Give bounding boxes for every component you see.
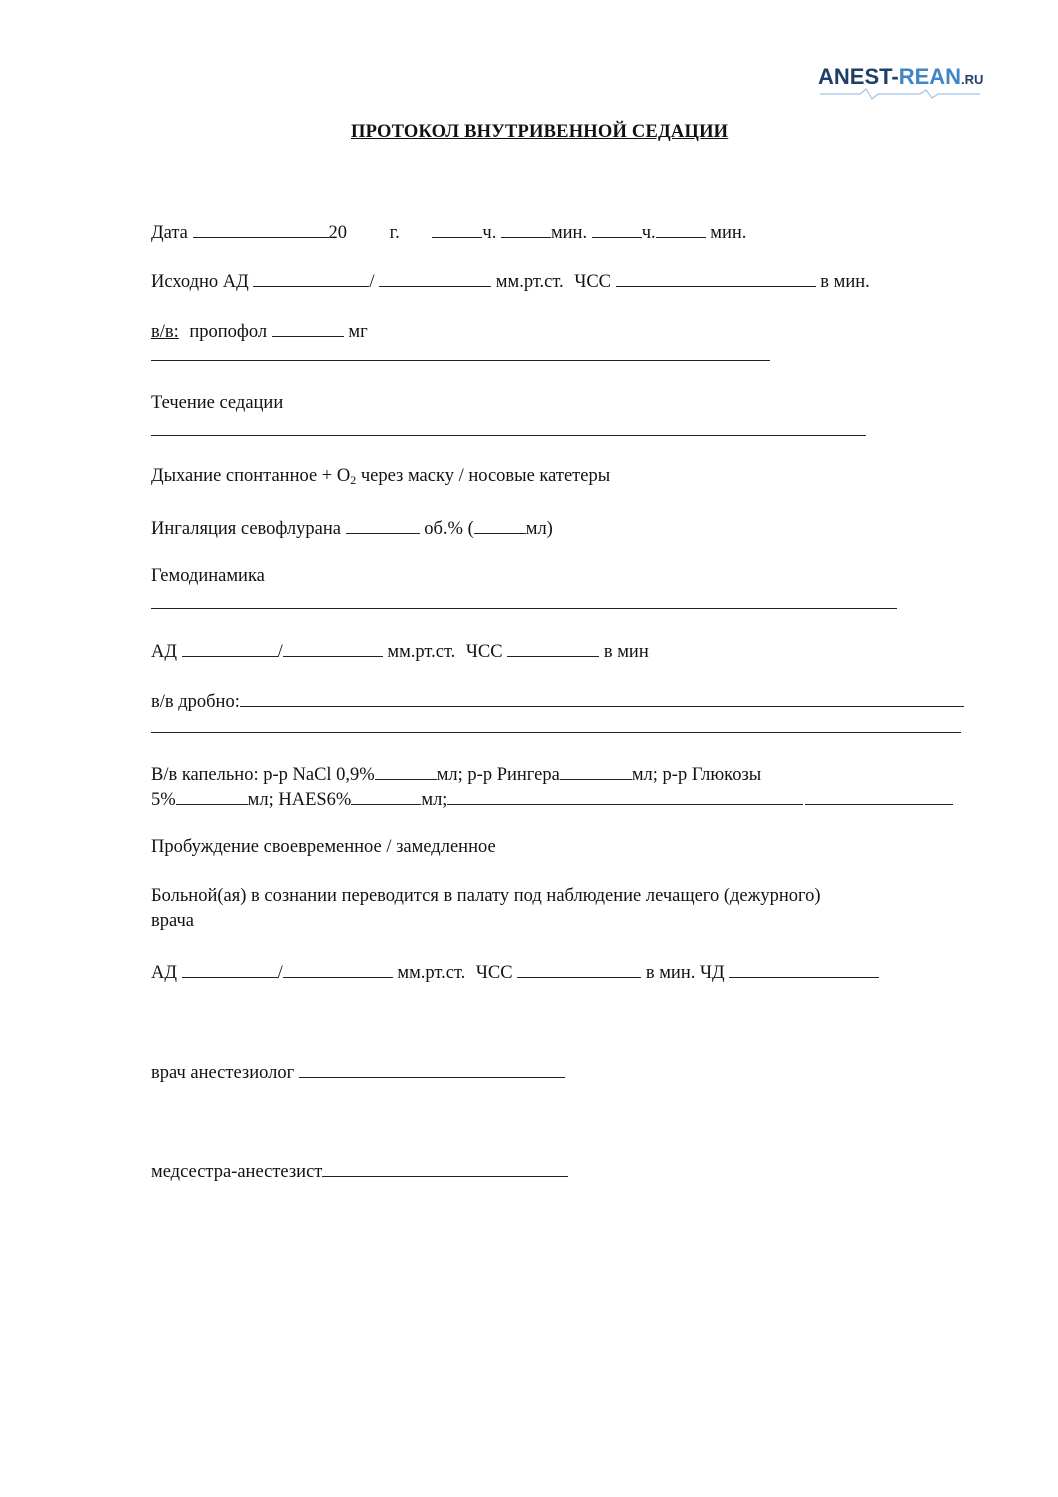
logo-part-ru: .RU	[961, 72, 984, 87]
logo-pulse-line-icon	[820, 88, 980, 100]
bp-row-3	[151, 961, 879, 984]
fractional-row	[151, 690, 964, 713]
breathing-row	[151, 466, 610, 488]
bp-label-2: АД	[151, 642, 177, 662]
start-minute-field[interactable]	[501, 221, 551, 238]
bp-units-2: мм.рт.ст.	[387, 642, 456, 662]
nurse-row	[151, 1160, 568, 1183]
sedation-course-line[interactable]	[151, 435, 866, 436]
breathing-text: Дыхание спонтанное + О	[151, 466, 351, 486]
hr-label: ЧСС	[574, 272, 612, 292]
iv-row	[151, 320, 368, 343]
fractional-field[interactable]	[240, 690, 964, 707]
drip-other-field-2[interactable]	[805, 788, 953, 805]
hr-field-3[interactable]	[517, 961, 641, 978]
hr-units-2: в мин	[603, 642, 649, 662]
minute-label-2: мин.	[710, 223, 747, 243]
ringer-volume-field[interactable]	[560, 763, 632, 780]
awakening-label: Пробуждение своевременное / замедленное	[151, 837, 496, 857]
page-title: ПРОТОКОЛ ВНУТРИВЕННОЙ СЕДАЦИИ	[351, 122, 729, 142]
anesthesiologist-label: врач анестезиолог	[151, 1063, 295, 1083]
initial-hr-field[interactable]	[616, 270, 816, 287]
propofol-unit: мг	[348, 322, 368, 342]
end-hour-field[interactable]	[592, 221, 642, 238]
drip-ml-label: мл;	[421, 790, 448, 810]
hr-units: в мин.	[820, 272, 870, 292]
oxygen-subscript: 2	[350, 473, 357, 487]
drip-row-2	[151, 788, 953, 811]
initial-diastolic-field[interactable]	[379, 270, 491, 287]
bp-row-2	[151, 640, 649, 663]
glucose-pct-label: 5%	[151, 790, 176, 810]
inhalation-row	[151, 517, 553, 540]
year-suffix: г.	[389, 223, 400, 243]
iv-label: в/в:	[151, 322, 179, 342]
site-logo	[818, 64, 983, 90]
iv-notes-line[interactable]	[151, 360, 770, 361]
fractional-label: в/в дробно:	[151, 692, 240, 712]
date-row	[151, 221, 746, 244]
diastolic-field-2[interactable]	[283, 640, 383, 657]
bp-label-3: АД	[151, 963, 177, 983]
hr-label-3: ЧСС	[475, 963, 513, 983]
propofol-label: пропофол	[189, 322, 268, 342]
hour-label-2: ч.	[641, 223, 656, 243]
bp-units: мм.рт.ст.	[495, 272, 564, 292]
diastolic-field-3[interactable]	[283, 961, 393, 978]
nacl-volume-field[interactable]	[375, 763, 437, 780]
bp-units-3: мм.рт.ст.	[397, 963, 466, 983]
respiratory-rate-field[interactable]	[729, 961, 879, 978]
logo-part-rean: REAN	[898, 64, 962, 89]
bp-slash-3: /	[277, 963, 283, 983]
drip-ringer-label: мл; р-р Рингера	[436, 765, 560, 785]
date-label: Дата	[151, 223, 188, 243]
bp-slash-2: /	[277, 642, 283, 662]
drip-glucose-label: мл; р-р Глюкозы	[631, 765, 762, 785]
systolic-field-2[interactable]	[182, 640, 278, 657]
ml-label: мл)	[525, 519, 553, 539]
initial-systolic-field[interactable]	[253, 270, 369, 287]
anesthesiologist-row	[151, 1061, 565, 1084]
nurse-signature-field[interactable]	[322, 1160, 568, 1177]
initial-bp-label: Исходно АД	[151, 272, 249, 292]
drip-haes-label: мл; HAES6%	[247, 790, 352, 810]
sevoflurane-pct-field[interactable]	[346, 517, 420, 534]
minute-label: мин.	[550, 223, 588, 243]
hr-label-2: ЧСС	[465, 642, 503, 662]
hour-label: ч.	[482, 223, 497, 243]
propofol-dose-field[interactable]	[272, 320, 344, 337]
anesthesiologist-signature-field[interactable]	[299, 1061, 565, 1078]
drip-other-field[interactable]	[447, 788, 803, 805]
drip-row-1	[151, 763, 761, 786]
breathing-text-2: через маску / носовые катетеры	[356, 466, 611, 486]
nurse-label: медсестра-анестезист	[151, 1162, 323, 1182]
haes-volume-field[interactable]	[351, 788, 421, 805]
drip-nacl-label: В/в капельно: р-р NaCl 0,9%	[151, 765, 375, 785]
hr-field-2[interactable]	[507, 640, 599, 657]
glucose-volume-field[interactable]	[176, 788, 248, 805]
logo-part-anest: ANEST-	[818, 64, 899, 89]
transfer-line-2: врача	[151, 911, 194, 931]
fractional-line-2[interactable]	[151, 732, 961, 733]
inhalation-label: Ингаляция севофлурана	[151, 519, 341, 539]
hemodynamics-line[interactable]	[151, 608, 897, 609]
start-hour-field[interactable]	[432, 221, 482, 238]
date-field[interactable]	[193, 221, 329, 238]
hemodynamics-label: Гемодинамика	[151, 566, 265, 586]
hr-units-3: в мин. ЧД	[645, 963, 725, 983]
bp-slash: /	[369, 272, 375, 292]
sevoflurane-ml-field[interactable]	[474, 517, 526, 534]
end-minute-field[interactable]	[656, 221, 706, 238]
year-prefix: 20	[328, 223, 347, 243]
sedation-course-label: Течение седации	[151, 393, 284, 413]
initial-bp-row	[151, 270, 870, 293]
systolic-field-3[interactable]	[182, 961, 278, 978]
pct-label: об.% (	[424, 519, 474, 539]
transfer-line-1: Больной(ая) в сознании переводится в палату под наблюдение лечащего (дежурного)	[151, 886, 821, 906]
